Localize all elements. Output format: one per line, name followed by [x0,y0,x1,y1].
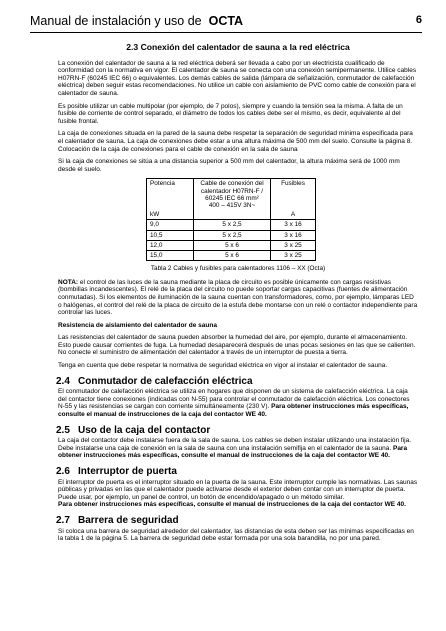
paragraph: Es posible utilizar un cable multipolar (por ejemplo, de 7 polos), siempre y cuando la tensión sea la misma. A falta de un fusible de corriente de control separado, el diámetro de todos los cables debe ser el mismo, es decir, equivalente al del fusible frontal. [58,102,403,125]
section-2-3-title: 2.3 Conexión del calentador de sauna a la red eléctrica [126,42,350,52]
paragraph: La caja de conexiones situada en la pared de la sauna debe respetar la separación de seguridad mínima especificada para el calentador de sauna. La caja de conexiones debe estar a una altura máxima de 500 mm del suelo. Consulte la página 8. Colocación de la caja de conexiones para el cable de conexión en la sala de sauna [58,130,413,153]
cell-kw: 10,5 [147,230,194,240]
cable-fuse-table [146,178,316,261]
header-title-prefix: Manual de instalación y uso de [30,14,202,28]
unit-a: A [271,210,316,220]
cell-fuse: 3 x 16 [271,230,316,240]
table-caption: Tabla 2 Cables y fusibles para calentadores 1106 – XX (Octa) [150,265,326,273]
paragraph-text: El interruptor de puerta es el interruptor situado en la puerta de la sauna. Este interruptor cumple las normativas. Las saunas públicas y privadas en las que el calentador puede activarse desde el exterior deben contar con un interruptor de puerta. Puede usar, por ejemplo, un panel de control, un botón de encendido/apagado o un método similar. [58,478,418,501]
paragraph: Tenga en cuenta que debe respetar la normativa de seguridad eléctrica en vigor al instalar el calentador de sauna. [58,362,388,370]
note-paragraph [58,279,418,317]
header-title-model: OCTA [208,14,244,28]
section-number: 2.6 [56,466,70,478]
header-title [30,14,243,28]
header-fusibles: Fusibles [271,179,316,210]
section-number: 2.5 [56,424,70,436]
page-content [58,40,418,548]
header-cable-text: Cable de conexión del calentador H07RN-F / 60245 IEC 66 mm² [200,180,264,202]
cell-cable: 5 x 2,5 [194,220,271,230]
paragraph-text: La caja del contactor debe instalarse fuera de la sala de sauna. Los cables se deben instalar utilizando una instalación fija. Debe instalarse una caja de conexión en la sala de sauna con una instalación semifija en el calentador de la sauna. [58,437,412,452]
cell-cable: 5 x 6 [194,240,271,250]
header-cable [194,179,271,210]
subsection-title: Resistencia de aislamiento del calentador de sauna [58,321,217,329]
cell-kw: 9,0 [147,220,194,230]
paragraph: Si la caja de conexiones se sitúa a una distancia superior a 500 mm del calentador, la altura máxima será de 1000 mm desde el suelo. [58,158,400,173]
unit-kw: kW [147,210,194,220]
cell-cable: 5 x 6 [194,250,271,260]
section-2-6-heading [56,468,418,476]
note-text: el control de las luces de la sauna mediante la placa de circuito es posible únicamente con cargas resistivas (bombillas incandescentes). El relé de la placa del circuito no puede soportar cargas capacitivas (fuentes de alimentación conmutadas). Si los elementos de iluminación de la sauna cuentan con transformadores, como, por ejemplo, lámparas LED o halógenas, el control del relé de la placa de circuito de la estufa debe montarse con un relé o contactor independiente para controlar las luces. [58,278,418,317]
header-rule [30,32,422,33]
cell-fuse: 3 x 25 [271,240,316,250]
section-number: 2.4 [56,375,70,387]
note-label: NOTA: [58,278,79,286]
section-number: 2.7 [56,514,70,526]
paragraph: Las resistencias del calentador de sauna pueden absorber la humedad del aire, por ejemplo, durante el almacenamiento. Esto puede causar corrientes de fuga. La humedad desaparecerá después de unas pocas sesiones en las que se calienten. No conecte el suministro de alimentación del calentador a través de un interruptor de puesta a tierra. [58,334,416,357]
table-row [147,220,316,230]
section-2-7-heading [56,514,418,526]
page-header [30,14,422,34]
header-cable-volt: 400 – 415V 3N~ [208,201,256,209]
cell-fuse: 3 x 16 [271,220,316,230]
section-title: Barrera de seguridad [78,514,179,526]
section-title: Interruptor de puerta [78,466,177,478]
paragraph: Si coloca una barrera de seguridad alrededor del calentador, las distancias de esta deben ser las mínimas especificadas en la tabla 1 de la página 5. La barrera de seguridad debe estar formada por una sola barandilla, no por una pared. [58,527,414,543]
cell-kw: 15,0 [147,250,194,260]
paragraph-text: El conmutador de calefacción eléctrica se utiliza en hogares que disponen de un sistema de calefacción eléctrica. La caja del contactor tiene conexiones (indicadas con N-55) para controlar el conmutador de calefacción eléctrica. Los conectores N-55 y las resistencias se cargan con corriente simultáneamente (230 V). [58,388,410,411]
paragraph: La conexión del calentador de sauna a la red eléctrica deberá ser llevada a cabo por un electricista cualificado de conformidad con la normativa en vigor. El calentador de sauna se conecta con una conexión semipermanente. Utilice cables H07RN-F (60245 IEC 66) o equivalentes. Los demás cables de salida (lámpara de señalización, conmutador de calefacción eléctrica) deben seguir estas recomendaciones. No utilice un cable con aislamiento de PVC como cable de conexión para el calentador de sauna. [58,59,417,97]
table-unit-row [147,210,316,220]
section-2-5-heading [56,424,418,436]
section-title: Conmutador de calefacción eléctrica [78,375,253,387]
paragraph [58,388,418,418]
cell-cable: 5 x 2,5 [194,230,271,240]
section-2-4-heading [56,375,418,387]
page-number: 6 [415,14,422,26]
table-header-row [147,179,316,210]
header-potencia: Potencia [147,179,194,210]
section-title: Uso de la caja del contactor [78,424,211,436]
cell-kw: 12,0 [147,240,194,250]
paragraph-bold: Para obtener instrucciones más específicas, consulte el manual de instrucciones de la caja del contactor WE 40. [58,403,409,419]
table-row [147,240,316,250]
table-row [147,250,316,260]
paragraph-bold: Para obtener instrucciones más específicas, consulte el manual de instrucciones de la caja del contactor WE 40. [58,444,408,460]
paragraph-bold: Para obtener instrucciones más específicas, consulte el manual de instrucciones de la caja del contactor WE 40. [58,501,406,509]
paragraph [58,437,418,460]
unit-empty [194,210,271,220]
cell-fuse: 3 x 25 [271,250,316,260]
paragraph [58,479,418,509]
table-row [147,230,316,240]
